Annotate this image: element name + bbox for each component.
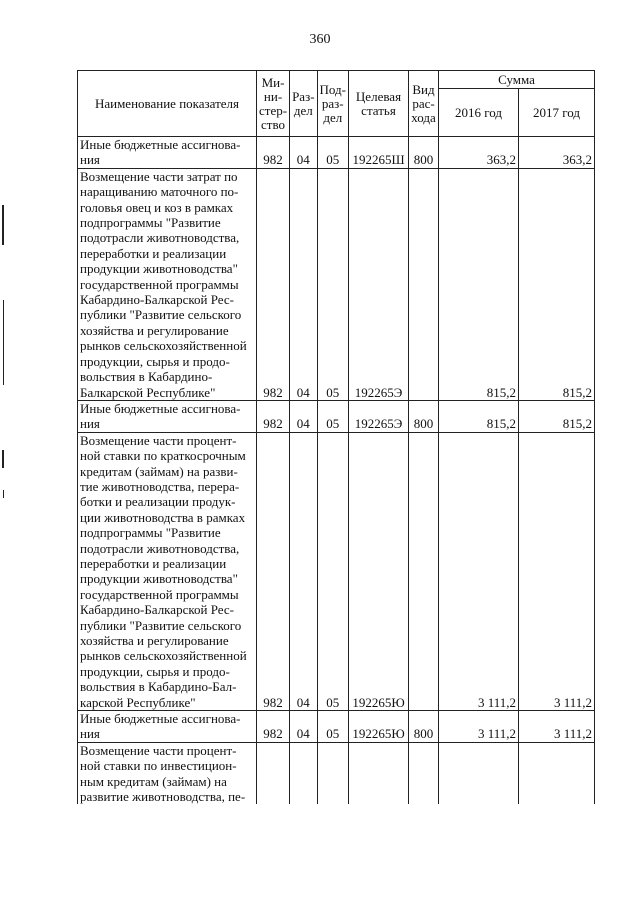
header-name: Наименование показателя — [78, 71, 257, 137]
row-sum-2017 — [519, 742, 595, 804]
row-sum-2016: 815,2 — [439, 168, 519, 400]
table-row — [78, 711, 595, 743]
header-section: Раз- дел — [290, 71, 317, 137]
row-ministry: 982 — [257, 168, 290, 400]
row-sum-2017: 3 111,2 — [519, 711, 595, 743]
scan-mark — [2, 205, 4, 245]
table-row — [78, 742, 595, 804]
row-section: 04 — [290, 711, 317, 743]
row-target: 192265Э — [349, 400, 409, 432]
row-ministry: 982 — [257, 711, 290, 743]
row-sum-2016: 3 111,2 — [439, 711, 519, 743]
row-sum-2017: 815,2 — [519, 168, 595, 400]
header-year-2016: 2016 год — [439, 89, 519, 137]
row-expense-type: 800 — [409, 137, 439, 169]
row-subsection: 05 — [317, 168, 348, 400]
row-target: 192265Ю — [349, 711, 409, 743]
row-ministry: 982 — [257, 400, 290, 432]
row-sum-2016 — [439, 742, 519, 804]
row-name: Иные бюджетные ассигнова- ния — [78, 137, 257, 169]
header-year-2017: 2017 год — [519, 89, 595, 137]
row-sum-2017: 363,2 — [519, 137, 595, 169]
row-ministry: 982 — [257, 432, 290, 710]
row-name: Возмещение части процент- ной ставки по инвестицион- ным кредитам (займам) на развитие животноводства, пе- — [78, 742, 257, 804]
row-name: Иные бюджетные ассигнова- ния — [78, 400, 257, 432]
header-sum: Сумма — [439, 71, 595, 89]
row-expense-type: 800 — [409, 711, 439, 743]
row-sum-2016: 363,2 — [439, 137, 519, 169]
row-target: 192265Ю — [349, 432, 409, 710]
page-number: 360 — [309, 32, 331, 47]
row-sum-2017: 815,2 — [519, 400, 595, 432]
row-expense-type — [409, 168, 439, 400]
table-header-row — [78, 71, 595, 89]
row-subsection: 05 — [317, 711, 348, 743]
budget-table — [77, 70, 595, 804]
row-section: 04 — [290, 432, 317, 710]
row-target: 192265Ш — [349, 137, 409, 169]
row-subsection — [317, 742, 348, 804]
row-sum-2016: 3 111,2 — [439, 432, 519, 710]
header-target: Целевая статья — [349, 71, 409, 137]
row-section: 04 — [290, 137, 317, 169]
header-ministry: Ми- ни- стер- ство — [257, 71, 290, 137]
table-row — [78, 400, 595, 432]
header-expense-type: Вид рас- хода — [409, 71, 439, 137]
row-subsection: 05 — [317, 137, 348, 169]
table-row — [78, 137, 595, 169]
row-sum-2017: 3 111,2 — [519, 432, 595, 710]
scan-mark — [3, 300, 4, 385]
row-section: 04 — [290, 168, 317, 400]
row-section: 04 — [290, 400, 317, 432]
row-name: Иные бюджетные ассигнова- ния — [78, 711, 257, 743]
row-sum-2016: 815,2 — [439, 400, 519, 432]
header-subsection: Под- раз- дел — [317, 71, 348, 137]
row-ministry — [257, 742, 290, 804]
row-expense-type — [409, 742, 439, 804]
scan-mark — [2, 450, 4, 468]
row-target: 192265Э — [349, 168, 409, 400]
row-target — [349, 742, 409, 804]
row-subsection: 05 — [317, 432, 348, 710]
table-row — [78, 168, 595, 400]
row-expense-type — [409, 432, 439, 710]
row-name: Возмещение части затрат по наращиванию маточного по- головья овец и коз в рамках подпрограммы "Развитие подотрасли животноводства, переработки и реализации продукции животноводства" государственной программы Кабардино-Балкарской Рес- публики "Развитие сельского хозяйства и регулирование рынков сельскохозяйственной продукции, сырья и продо- вольствия в Кабардино- Балкарской Республике" — [78, 168, 257, 400]
row-ministry: 982 — [257, 137, 290, 169]
row-name: Возмещение части процент- ной ставки по краткосрочным кредитам (займам) на разви- тие животноводства, перера- ботки и реализации продук- ции животноводства в рамках подпрограммы "Развитие подотрасли животноводства, переработки и реализации продукции животноводства" государственной программы Кабардино-Балкарской Рес- публики "Развитие сельского хозяйства и регулирование рынков сельскохозяйственной продукции, сырья и продо- вольствия в Кабардино-Бал- карской Республике" — [78, 432, 257, 710]
table-row — [78, 432, 595, 710]
scan-mark — [3, 490, 4, 498]
row-subsection: 05 — [317, 400, 348, 432]
row-expense-type: 800 — [409, 400, 439, 432]
row-section — [290, 742, 317, 804]
